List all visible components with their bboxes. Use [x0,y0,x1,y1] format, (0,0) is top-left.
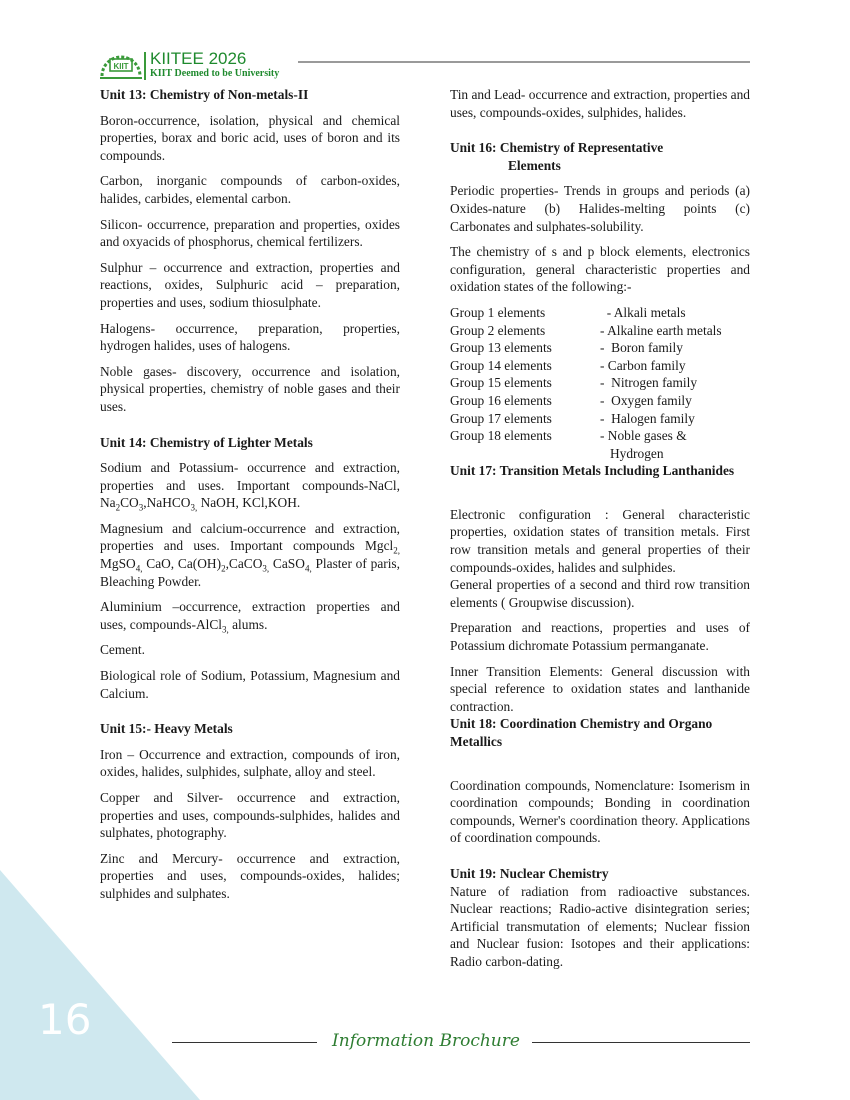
unit-14-biological-role: Biological role of Sodium, Potassium, Magnesium and Calcium. [100,668,400,701]
unit-16-s-p-block: The chemistry of s and p block elements, electronics configuration, general characteristic properties and oxidation states of the following:- [450,244,750,295]
left-column [100,86,400,911]
brand-title: KIITEE 2026 [150,49,247,68]
unit-17-inner-transition: Inner Transition Elements: General discussion with special reference to oxidation states and lanthanide contraction. [450,663,750,714]
unit-17-heading: Unit 17: Transition Metals Including Lanthanides [450,463,735,479]
unit-17-electronic-configuration: Electronic configuration : General characteristic properties, oxidation states of transition metals. First row transition metals and general properties of their compounds-oxides, halides and sulphides. [450,506,750,575]
group-family-table [450,304,750,462]
unit-19-heading: Unit 19: Nuclear Chemistry [450,865,609,881]
svg-text:KIIT: KIIT [113,62,129,71]
unit-16-periodic-properties: Periodic properties- Trends in groups and periods (a) Oxides-nature (b) Halides-melting points (c) Carbonates and sulphates-solubility. [450,183,750,234]
unit-14-aluminium: Aluminium –occurrence, extraction properties and uses, compounds-AlCl$_{3,}$ alums. [100,599,400,635]
unit-14-magnesium-calcium: Magnesium and calcium-occurrence and extraction, properties and uses. Important compounds Mgcl$_{2,}$ MgSO$_{4,}$ CaO, $Ca(OH)_2,CaCO_{3,}$ CaSO$_{4,}$ Plaster of paris, Bleaching Powder. [100,520,400,589]
unit-16-heading: Unit 16: Chemistry of Representative Elements [450,140,664,173]
unit-13-boron: Boron-occurrence, isolation, physical and chemical properties, borax and boric acid, uses of boron and its compounds. [100,112,400,163]
brand-subtitle: KIIT Deemed to be University [150,68,280,79]
unit-18-heading: Unit 18: Coordination Chemistry and Organo Metallics [450,716,713,749]
unit-14-cement: Cement. [100,642,145,658]
unit-13-silicon: Silicon- occurrence, preparation and properties, oxides and oxyacids of phosphorus, chemical fertilizers. [100,216,400,250]
unit-17-dichromate: Preparation and reactions, properties and uses of Potassium dichromate Potassium permanganate. [450,620,750,654]
table-row: Group 15 elements - Nitrogen family [450,375,698,391]
table-row: Group 2 elements - Alkaline earth metals [450,322,722,338]
tin-lead: Tin and Lead- occurrence and extraction, properties and uses, compounds-oxides, sulphides, halides. [450,87,750,120]
unit-14-heading: Unit 14: Chemistry of Lighter Metals [100,434,313,450]
table-row: Group 16 elements - Oxygen family [450,392,692,408]
unit-13-halogens: Halogens- occurrence, preparation, properties, hydrogen halides, uses of halogens. [100,320,400,354]
kiit-logo-icon [98,50,144,82]
table-row: Group 18 elements - Noble gases & [450,428,687,444]
unit-14-sodium-potassium: Sodium and Potassium- occurrence and extraction, properties and uses. Important compounds-NaCl, $Na_2CO_3,NaHCO_{3,}$ NaOH, KCl,KOH. [100,460,400,513]
table-row: Group 17 elements - Halogen family [450,410,695,426]
unit-13-heading: Unit 13: Chemistry of Non-metals-II [100,87,309,102]
right-column [450,86,750,979]
footer-rule-left [172,1042,317,1043]
unit-13-carbon: Carbon, inorganic compounds of carbon-oxides, halides, carbides, elemental carbon. [100,173,400,206]
unit-15-heading: Unit 15:- Heavy Metals [100,721,233,737]
unit-15-zinc-mercury: Zinc and Mercury- occurrence and extraction, properties and uses, compounds-oxides, halides; sulphides and sulphates. [100,850,400,901]
page-number: 16 [38,995,92,1044]
page-footer [172,1030,750,1054]
table-row: Group 14 elements - Carbon family [450,357,686,373]
table-row: Group 1 elements - Alkali metals [450,304,686,320]
unit-15-copper-silver: Copper and Silver- occurrence and extraction, properties and uses, compounds-sulphides, halides and sulphates, photography. [100,790,400,841]
unit-13-sulphur: Sulphur – occurrence and extraction, properties and reactions, oxides, Sulphuric acid – preparation, properties and uses, sodium thiosulphate. [100,259,400,310]
table-row: Group 13 elements - Boron family [450,340,683,356]
unit-13-noble-gases: Noble gases- discovery, occurrence and isolation, physical properties, chemistry of noble gases and their uses. [100,363,400,414]
unit-15-iron: Iron – Occurrence and extraction, compounds of iron, oxides, halides, sulphides, sulphate, alloy and steel. [100,746,400,780]
unit-18-coordination: Coordination compounds, Nomenclature: Isomerism in coordination compounds; Bonding in coordination compounds, Werner's coordination theory. Applications of coordination compounds. [450,777,750,846]
logo-divider [144,52,146,80]
unit-17-second-third-row: General properties of a second and third row transition elements ( Groupwise discussion). [450,577,750,610]
unit-19-nuclear: Nature of radiation from radioactive substances. Nuclear reactions; Radio-active disintegration series; Artificial transmutation of elements; Nuclear fission and Nuclear fusion: Isotopes and their applications: Radio carbon-dating. [450,883,750,969]
footer-rule-right [532,1042,750,1043]
header-rule [298,61,750,63]
table-row: Hydrogen [610,445,664,461]
footer-text: Information Brochure [332,1031,520,1051]
page-header [98,48,758,82]
